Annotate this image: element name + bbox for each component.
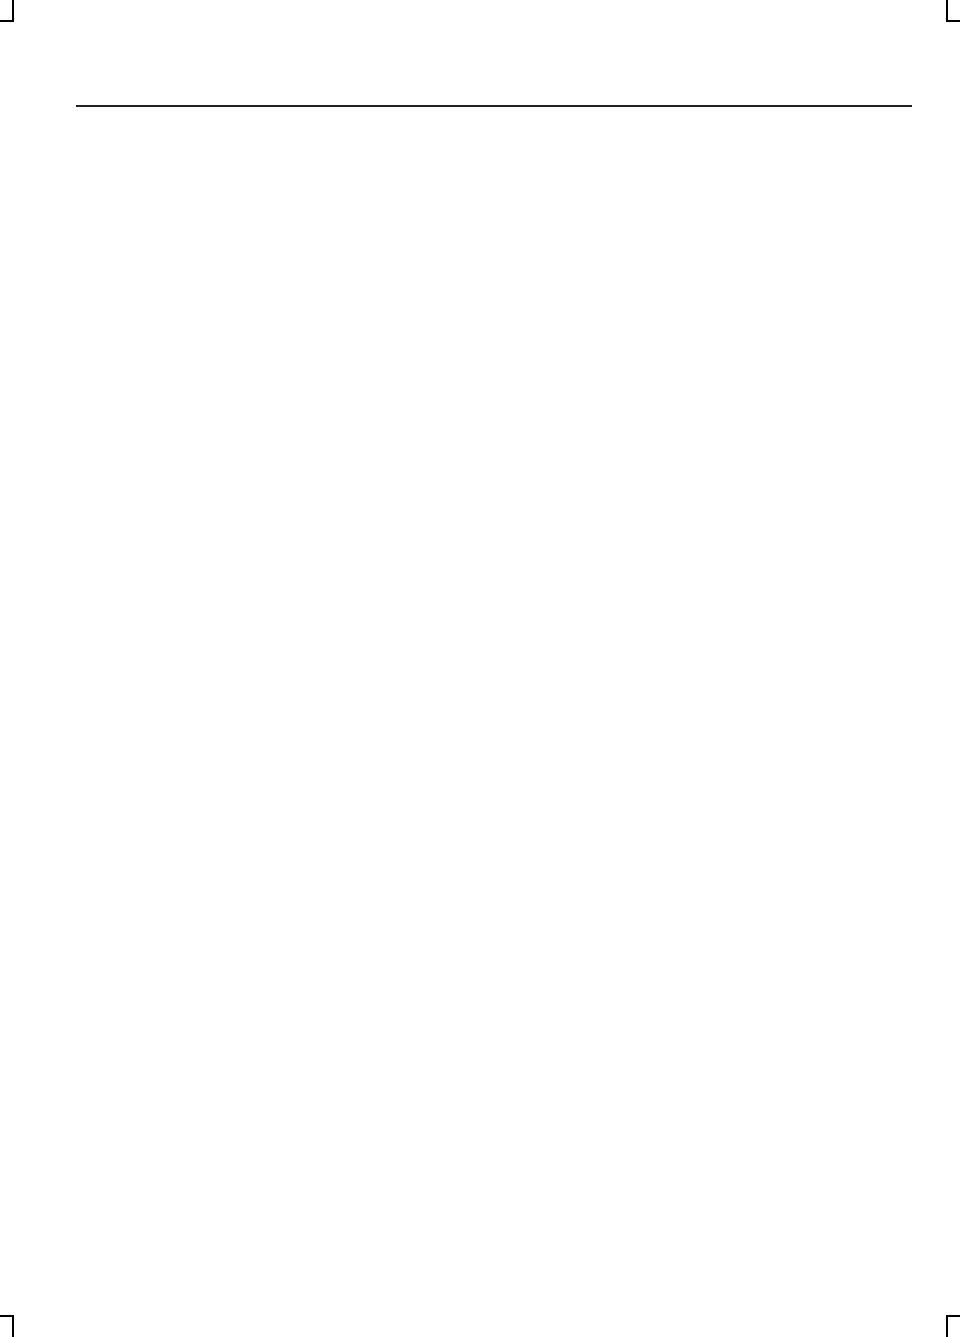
crop-mark — [12, 1315, 14, 1337]
crop-mark — [0, 20, 14, 22]
header-divider — [76, 105, 912, 107]
crop-mark — [946, 1315, 948, 1337]
crop-mark — [12, 0, 14, 22]
crop-mark — [0, 1315, 14, 1317]
crop-mark — [946, 20, 960, 22]
crop-mark — [946, 0, 948, 22]
crop-mark — [946, 1315, 960, 1317]
